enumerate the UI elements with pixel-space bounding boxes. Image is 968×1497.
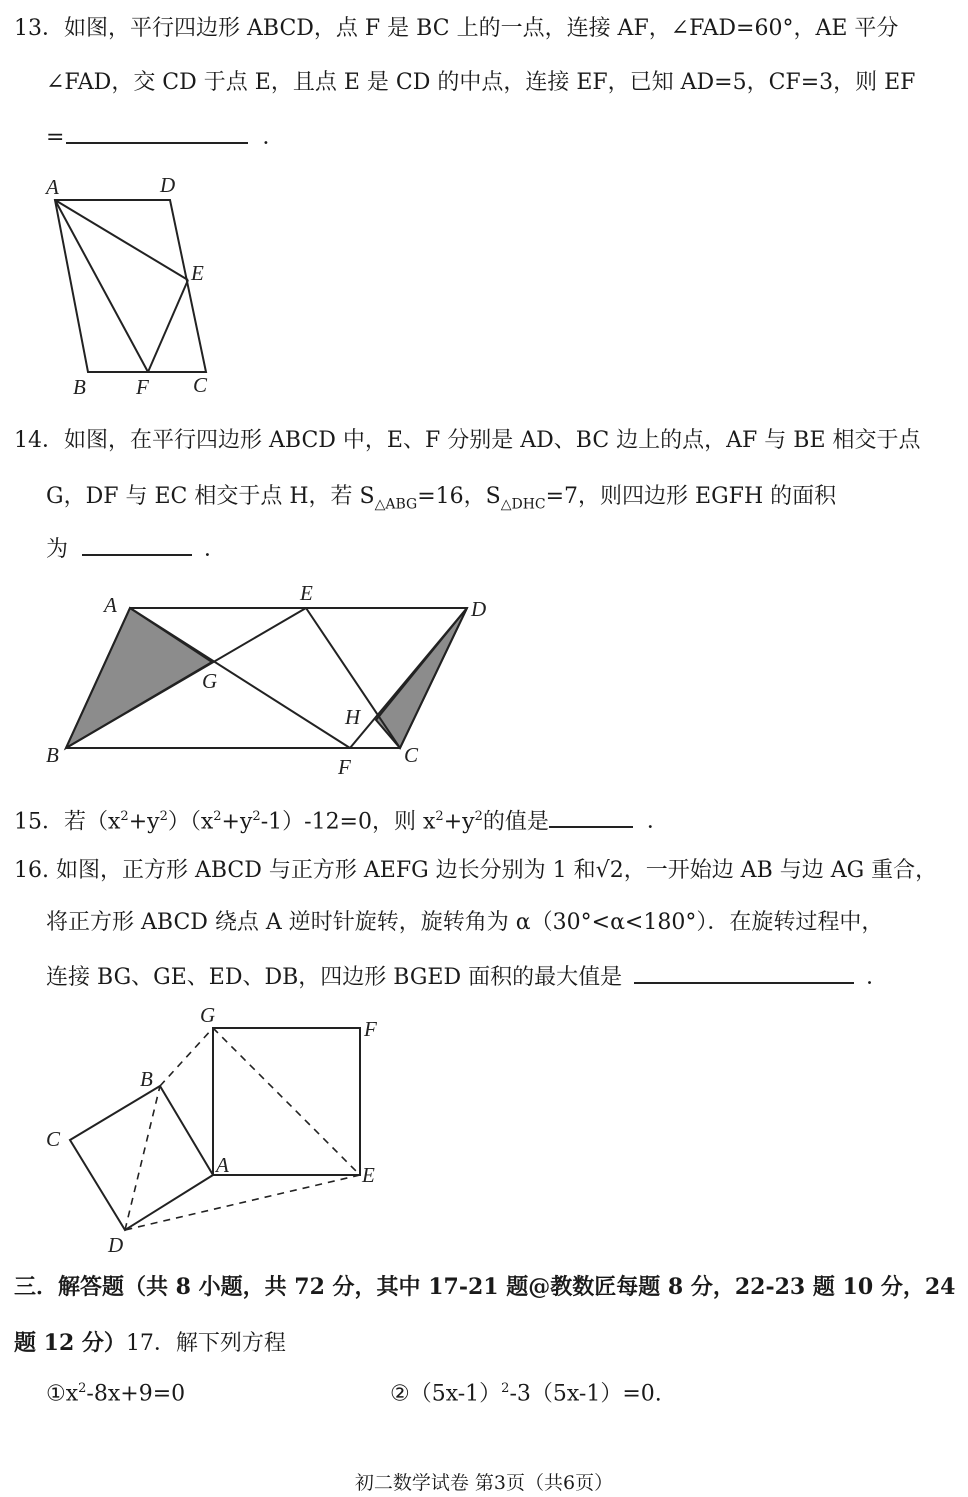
q15-line: 15．若$(x^2+y^2)(x^2+y^2-1)-12=0$，则 $x^2+y^2$的值是 ．	[14, 802, 669, 837]
answer-blank[interactable]	[66, 122, 248, 144]
q17-equation1: $①x^2-8x+9=0$	[46, 1381, 186, 1407]
figure-q16	[40, 1000, 400, 1260]
section3-line2: 题 12 分）17．解下列方程	[14, 1330, 286, 1356]
label-B: B	[46, 743, 59, 767]
q14-line1: 14．如图，在平行四边形 ABCD 中，E、F 分别是 AD、BC 边上的点，AF 与 BE 相交于点	[14, 428, 921, 453]
answer-blank[interactable]	[634, 962, 854, 984]
page-footer: 初二数学试卷 第3页（共6页）	[354, 1472, 614, 1494]
label-F: F	[136, 375, 149, 399]
figure-q13	[40, 170, 240, 400]
q14-line2: G，DF 与 EC 相交于点 H，若 $S_{\triangle ABG}=16$，$S_{\triangle DHC}=7$，则四边形 EGFH 的面积	[46, 484, 837, 513]
label-E: E	[191, 261, 204, 285]
q16-line1: 16. 如图，正方形 ABCD 与正方形 AEFG 边长分别为 1 和√2，一开始边 AB 与边 AG 重合，	[14, 858, 938, 883]
label-F: F	[364, 1017, 377, 1041]
section3-heading: 三．解答题（共 8 小题，共 72 分，其中 17-21 题@教数匠每题 8 分，22-23 题 10 分，24	[14, 1274, 956, 1300]
label-F: F	[338, 755, 351, 779]
q14-line3: 为 ．	[46, 534, 226, 565]
label-E: E	[300, 581, 313, 605]
q17-equation2: $②(5x-1)^2-3(5x-1)=0$.	[390, 1381, 662, 1407]
label-C: C	[193, 373, 208, 397]
label-G: G	[200, 1003, 216, 1027]
label-C: C	[404, 743, 419, 767]
label-B: B	[140, 1067, 153, 1091]
figure-q14	[40, 580, 510, 780]
label-G: G	[202, 669, 218, 693]
q13-line1: 13．如图，平行四边形 ABCD，点 F 是 BC 上的一点，连接 AF，∠FAD=60°，AE 平分	[14, 16, 899, 41]
answer-blank[interactable]	[82, 534, 192, 556]
q13-line3: = ．	[46, 122, 284, 153]
sqrt-two: √2	[595, 858, 624, 883]
label-D: D	[471, 597, 487, 621]
label-H: H	[345, 705, 361, 729]
q13-line2: ∠FAD，交 CD 于点 E，且点 E 是 CD 的中点，连接 EF，已知 AD=5，CF=3，则 EF	[46, 70, 916, 95]
label-B: B	[73, 375, 86, 399]
label-D: D	[108, 1233, 124, 1257]
label-A: A	[104, 593, 117, 617]
q16-line3: 连接 BG、GE、ED、DB，四边形 BGED 面积的最大值是 ．	[46, 962, 888, 993]
label-E: E	[362, 1163, 375, 1187]
label-C: C	[46, 1127, 61, 1151]
label-D: D	[160, 173, 176, 197]
answer-blank[interactable]	[549, 806, 633, 828]
label-A: A	[46, 175, 59, 199]
label-A: A	[216, 1153, 229, 1177]
q16-line2: 将正方形 ABCD 绕点 A 逆时针旋转，旋转角为 α（30°<α<180°）．在旋转过程中，	[46, 910, 884, 935]
